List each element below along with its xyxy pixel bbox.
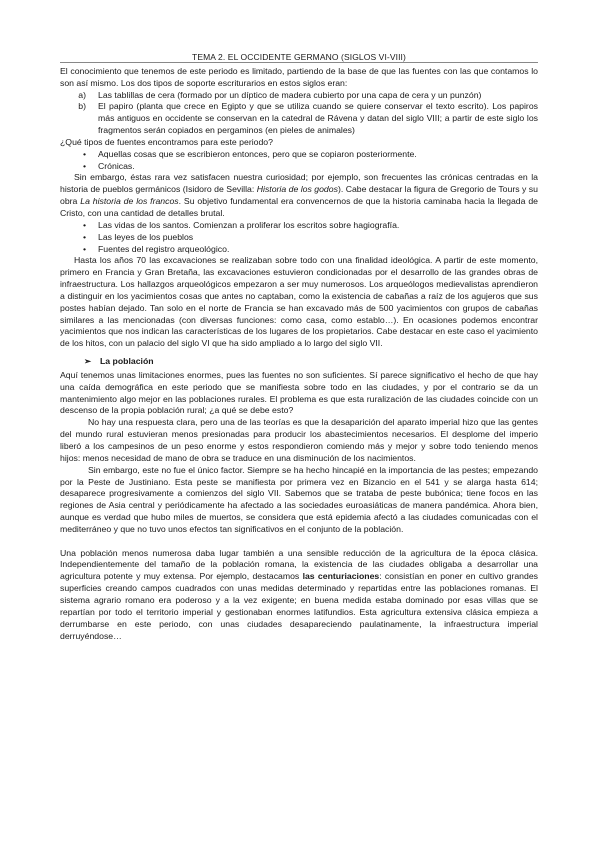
section-heading-text: La población	[100, 356, 154, 367]
poblacion-paragraph-3: Sin embargo, este no fue el único factor. Siempre se ha hecho hincapié en la importancia de las pestes; empezando por la Peste de Justiniano. Esta peste se manifiesta por primera vez en Bizancio en el 541 y se alarga hasta 614; desaparece progresivamente a comienzos del siglo VII. Sabemos que se trataba de peste bubónica; tiene focos en las regiones de Asia central y periódicamente ha afectado a las sociedades euroasiáticas de manera pandémica. Ahora bien, aunque es verdad que hubo miles de muertos, se considera que está epidemia afectó a las ciudades comunicadas con el mediterráneo y que no tuvo unos efectos tan significativos en el conjunto de la población.	[60, 464, 538, 534]
poblacion-paragraph-1: Aquí tenemos unas limitaciones enormes, pues las fuentes no son suficientes. Sí parece significativo el hecho de que hay una caída demográfica en este periodo que se manifiesta sobre todo en las ciudades, y por el contrario se da un mantenimiento algo mejor en las poblaciones rurales. El problema es que esta ruralización de las ciudades coincide con un descenso de la propia población rural; ¿a qué se debe esto?	[60, 369, 538, 416]
fuente-text: Las leyes de los pueblos	[98, 231, 194, 242]
intro-paragraph: El conocimiento que tenemos de este periodo es limitado, partiendo de la base de que las fuentes con las que contamos lo son así mismo. Los dos tipos de soporte escriturarios en estos siglos eran:	[60, 65, 538, 88]
bullet-icon: •	[82, 231, 86, 242]
list-marker: a)	[78, 89, 86, 100]
document-page	[60, 52, 538, 642]
arrow-bullet-icon: ➢	[84, 356, 92, 367]
soportes-list	[60, 90, 538, 137]
arqueologia-paragraph: Hasta los años 70 las excavaciones se realizaban sobre todo con una finalidad ideológica. A partir de este momento, primero en Francia y Gran Bretaña, las excavaciones estuvieron condicionadas por el desarrollo de las grandes obras de infraestructura. Los hallazgos arqueológicos empezaron a ser muy numerosos. Los arqueólogos medievalistas aprendieron a distinguir en los yacimientos cosas que antes no captaban, como la existencia de cabañas a raíz de los agujeros que sus postes habían dejado. Tan solo en el norte de Francia se han excavado más de 500 yacimientos con grupos de cabañas similares a las mencionadas (con diversas funciones: como casa, como establo…). En ocasiones podemos encontrar yacimientos que nos indican las características de los lugares de los propietarios. Cabe destacar en este caso el yacimiento de los hitos, con un palacio del siglo VI que ha sido ampliado a lo largo del siglo VII.	[60, 255, 538, 349]
text-run: : consistían en poner en cultivo grandes superficies creando campos cuadrados con unas medidas determinado y repartidas entre las poblaciones romanas. El sistema agrario romano era poderoso y a la vez exigente; en buena medida estaba dominado por esas villas que se repartían por todo el territorio imperial y gestionaban enormes latifundios. Esta agricultura extensiva clásica empieza a derrumbarse en este periodo, con unas ciudades desapareciendo paulatinamente, la infraestructura imperial derruyéndose…	[60, 571, 538, 641]
fuente-text: Fuentes del registro arqueológico.	[98, 243, 230, 254]
text-run: Sin embargo, éstas rara vez satisfacen nuestra curiosidad; por ejemplo, son frecuentes las crónicas centradas en la historia de pueblos germánicos (Isidoro de Sevilla:	[60, 172, 538, 195]
fuente-item	[60, 149, 538, 161]
soporte-text: Las tablillas de cera (formado por un díptico de madera cubierto por una capa de cera y un punzón)	[98, 89, 482, 100]
title-block	[60, 52, 538, 64]
fuentes-list-2	[60, 220, 538, 256]
question-line: ¿Qué tipos de fuentes encontramos para este periodo?	[60, 136, 273, 147]
bullet-icon: •	[82, 160, 86, 171]
document-title: TEMA 2. EL OCCIDENTE GERMANO (SIGLOS VI-VIII)	[192, 52, 406, 62]
fuentes-list-1	[60, 149, 538, 173]
title-rule	[60, 62, 538, 63]
fuente-text: Aquellas cosas que se escribieron entonces, pero que se copiaron posteriormente.	[98, 148, 417, 159]
fuente-item	[60, 161, 538, 173]
book-title: La historia de los francos	[80, 196, 179, 207]
cronicas-paragraph	[60, 172, 538, 219]
fuente-item	[60, 232, 538, 244]
list-marker: b)	[78, 101, 86, 112]
agricultura-paragraph	[60, 548, 538, 643]
fuente-text: Las vidas de los santos. Comienzan a proliferar los escritos sobre hagiografía.	[98, 219, 400, 230]
bold-term: las centuriaciones	[302, 571, 380, 582]
soporte-item	[60, 90, 538, 102]
fuente-item	[60, 220, 538, 232]
soporte-text: El papiro (planta que crece en Egipto y que se utiliza cuando se quiere conservar el texto escrito). Los papiros más antiguos en occidente se conservan en la catedral de Rávena y datan del siglo VIII; a partir de este siglo los fragmentos serán copiados en pergaminos (en pieles de animales)	[98, 101, 538, 136]
text-run: . Su objetivo fundamental era convencernos de que la historia caminaba hacia la llegada de Cristo, con una cantidad de detalles brutal.	[60, 196, 538, 218]
paragraph-gap	[60, 536, 538, 548]
section-heading-poblacion	[60, 356, 538, 368]
soporte-item	[60, 101, 538, 137]
text-run: ). Cabe destacar la figura de Gregorio de Tours y su obra	[60, 184, 538, 207]
fuente-item	[60, 244, 538, 256]
text-run: Una población menos numerosa daba lugar también a una sensible reducción de la agricultura de la época clásica. Independientemente del tamaño de la población romana, la existencia de las ciudades obligaba a desarrollar una agricultura potente y muy extensa. Por ejemplo, destacamos	[60, 547, 538, 582]
book-title: Historia de los godos	[256, 184, 338, 195]
bullet-icon: •	[82, 219, 86, 230]
fuente-text: Crónicas.	[98, 160, 135, 171]
bullet-icon: •	[82, 148, 86, 159]
poblacion-paragraph-2: No hay una respuesta clara, pero una de las teorías es que la desaparición del aparato imperial hizo que las gentes del mundo rural estuvieran menos presionadas para producir los abastecimientos necesarios. El desplome del imperio liberó a los campesinos de un peso enorme y estos respondieron comiendo más y mejor y sobre todo teniendo menos hijos: menos necesidad de mano de obra se traduce en una disminución de los nacimientos.	[60, 417, 538, 463]
bullet-icon: •	[82, 243, 86, 254]
